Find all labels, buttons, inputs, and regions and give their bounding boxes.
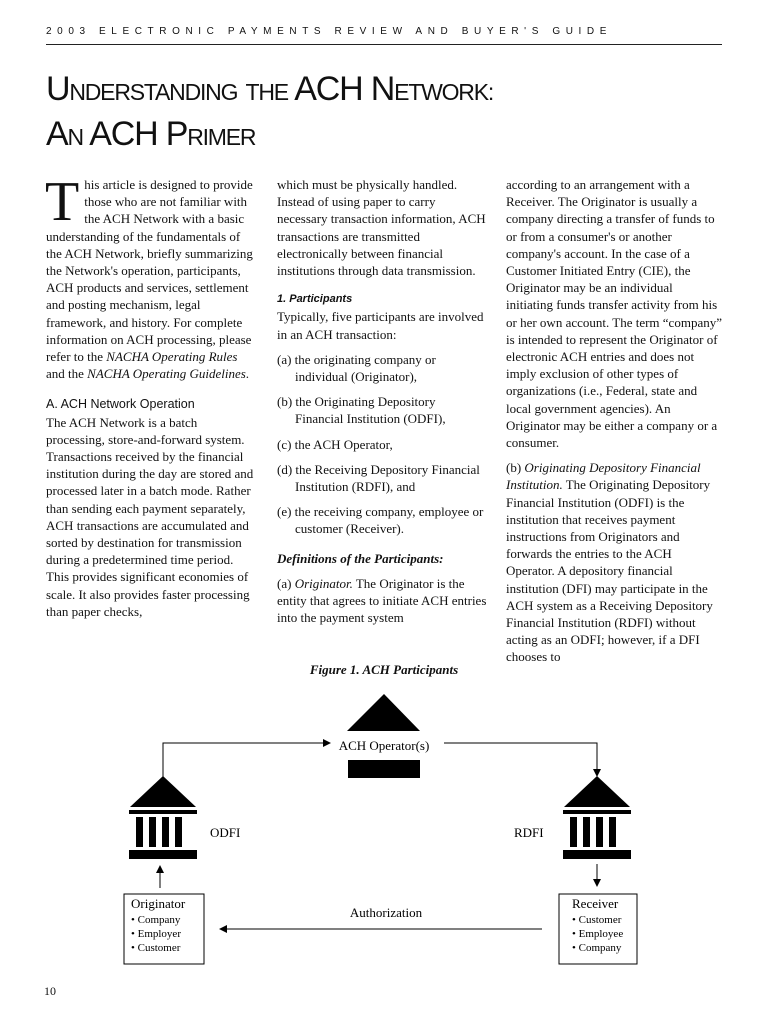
title-word: NDERSTANDING <box>69 79 238 105</box>
title-word: THE <box>245 79 288 105</box>
column-3 <box>506 176 722 674</box>
ach-operator-base <box>348 760 420 778</box>
page-number: 10 <box>44 984 56 998</box>
ach-operator-label: ACH Operator(s) <box>338 738 430 753</box>
def-label: (a) <box>277 575 295 591</box>
receiver-item: • Company <box>572 942 622 954</box>
section-a-heading: A. ACH Network Operation <box>46 397 195 412</box>
rdfi-label: RDFI <box>514 825 544 840</box>
title-word: ACH <box>89 115 158 153</box>
participants-heading: 1. Participants <box>277 293 353 306</box>
participant-item: (c) the ACH Operator, <box>277 436 393 452</box>
originator-title: Originator <box>131 896 186 911</box>
participant-item: (a) the originating company or individual (Originator), <box>277 351 436 385</box>
intro-text: and the <box>46 366 88 382</box>
title-word: RIMER <box>187 124 256 150</box>
column-1 <box>45 171 258 628</box>
participants-intro: Typically, five participants are involved in an ACH transaction: <box>277 309 484 342</box>
title-word: ACH <box>294 70 363 108</box>
definition-originator <box>277 575 487 627</box>
reference-guidelines: NACHA Operating Guidelines <box>87 366 246 382</box>
article-title <box>46 68 726 158</box>
definition-odfi <box>506 459 722 665</box>
odfi-to-operator-arrow <box>163 743 330 780</box>
continuation-text: which must be physically handled. Instead of using paper to carry necessary transaction information, ACH transactions are transmitted electronically between financial institutions through data transmission. <box>277 177 486 279</box>
operator-to-rdfi-arrow <box>444 743 597 776</box>
header-rule <box>46 44 722 45</box>
def-term: Originator. <box>294 575 353 591</box>
originator-item: • Company <box>131 914 181 926</box>
receiver-item: • Employee <box>572 928 624 940</box>
originator-item: • Customer <box>131 942 181 954</box>
intro-text: . <box>245 366 250 382</box>
intro-text: his article is designed to provide those who are not familiar with the ACH Network with a basic understanding of the fundamentals of the ACH Network, briefly summarizing the Network's operation, participants, ACH products and services, settlement and posting mechanism, legal framework, and history. For complete information on ACH processing, please refer to the <box>46 177 253 365</box>
reference-rules: NACHA Operating Rules <box>106 349 238 365</box>
def-text: The Originator is the entity that agrees to initiate ACH entries into the payment system <box>277 575 487 626</box>
bank-icon <box>563 776 631 859</box>
participant-item: (d) the Receiving Depository Financial Institution (RDFI), and <box>277 461 480 495</box>
participant-item: (e) the receiving company, employee or customer (Receiver). <box>277 504 484 537</box>
title-char: N <box>370 70 395 108</box>
title-char: P <box>165 115 188 153</box>
odfi-label: ODFI <box>210 825 241 840</box>
ach-operator-icon <box>347 694 420 731</box>
section-a-text: The ACH Network is a batch processing, store-and-forward system. Transactions received by the financial institution during the day are stored and processed later in a batch mode. Rather than sending each payment separately, ACH transactions are accumulated and sorted by destination for transmission during a predetermined time period. This provides significant economies of scale. It also provides faster processing than paper checks, <box>46 414 254 619</box>
receiver-title: Receiver <box>572 896 619 911</box>
continuation-text: according to an arrangement with a Receiver. The Originator is usually a company directing a transfer of funds to or from a consumer's or another company's account. In the case of a Customer Initiated Entry (CIE), the Originator may be an individual initiating funds transfer activity from his or her own account. The term “company” is intended to represent the Originator of electronic ACH entries and does not imply exclusion of other types of organizations (i.e., Federal, state and local government agencies). An Originator may be either a company or a consumer. <box>506 177 722 451</box>
title-line-1 <box>46 68 726 113</box>
title-word: ETWORK: <box>394 79 494 105</box>
ach-participants-diagram <box>0 690 768 980</box>
participant-item: (b) the Originating Depository Financial Institution (ODFI), <box>277 394 446 427</box>
title-char: U <box>46 70 70 108</box>
title-char: A <box>46 115 68 153</box>
figure-caption: Figure 1. ACH Participants <box>309 662 459 677</box>
originator-item: • Employer <box>131 928 181 940</box>
def-text: The Originating Depository Financial Institution (ODFI) is the institution that receives payment instructions from Originators and forwards the entries to the ACH Operator. A depository financial institution (DFI) may participate in the ACH system as a Receiving Depository Financial Institution (RDFI) without acting as an ODFI; however, if a DFI chooses to <box>506 477 713 665</box>
title-line-2 <box>46 113 726 158</box>
definitions-heading: Definitions of the Participants: <box>277 550 444 566</box>
bank-icon <box>129 776 197 859</box>
column-2 <box>277 176 487 634</box>
drop-cap: T <box>45 171 80 233</box>
running-header: 2003 ELECTRONIC PAYMENTS REVIEW AND BUYER'S GUIDE <box>46 26 613 37</box>
def-term: Originating Depository Financial Institution. <box>506 460 701 493</box>
authorization-label: Authorization <box>349 905 423 920</box>
receiver-item: • Customer <box>572 914 622 926</box>
intro-paragraph <box>45 171 258 382</box>
title-char: N <box>67 124 83 150</box>
def-label: (b) <box>506 460 525 476</box>
